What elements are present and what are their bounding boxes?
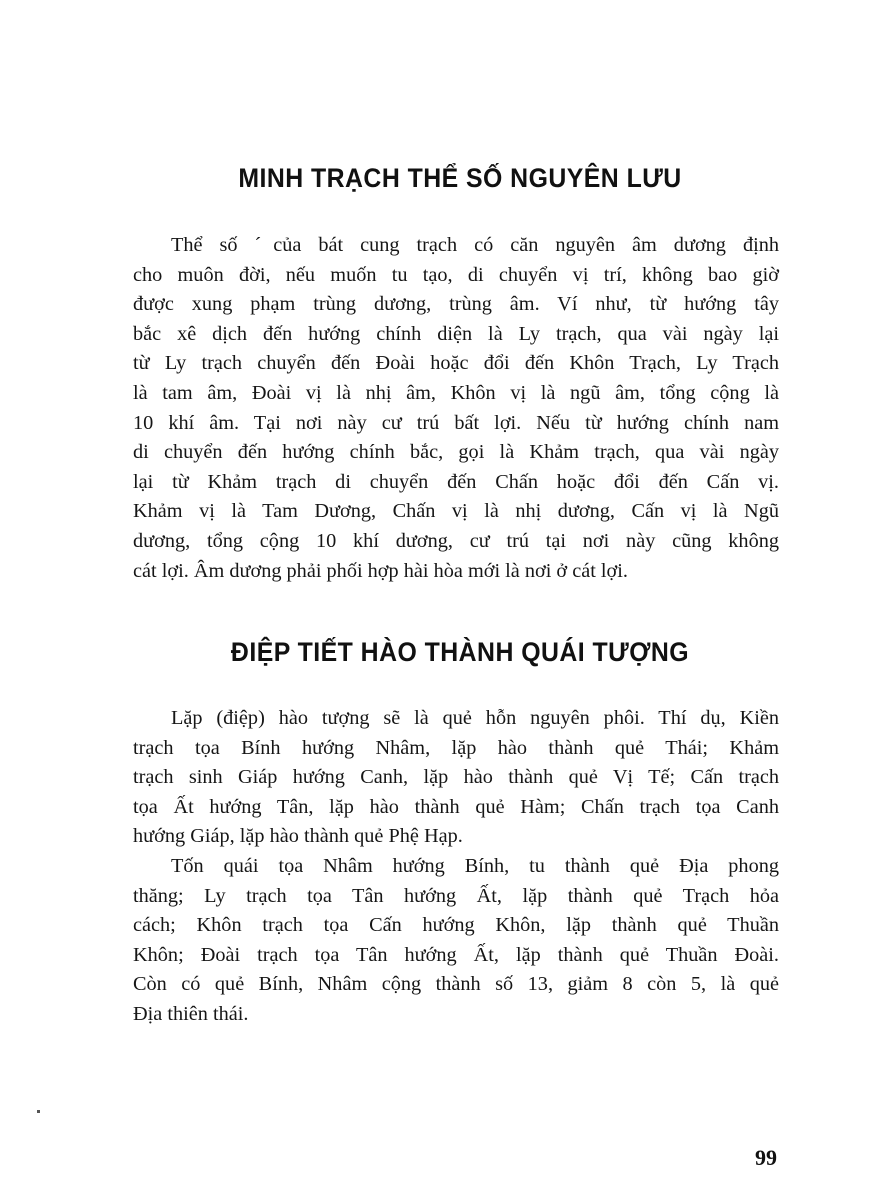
text-line: di chuyển đến hướng chính bắc, gọi là Khảm trạch, qua vài ngày — [133, 441, 779, 464]
text-line: tọa Ất hướng Tân, lặp hào thành quẻ Hàm; Chấn trạch tọa Canh — [133, 795, 779, 818]
text-line: Thể số ˊcủa bát cung trạch có căn nguyên âm dương định — [171, 234, 779, 256]
text-line: là tam âm, Đoài vị là nhị âm, Khôn vị là ngũ âm, tổng cộng là — [133, 381, 779, 404]
text-line: Tốn quái tọa Nhâm hướng Bính, tu thành quẻ Địa phong — [171, 855, 779, 877]
text-line: thăng; Ly trạch tọa Tân hướng Ất, lặp thành quẻ Trạch hỏa — [133, 884, 779, 907]
page-number: 99 — [755, 1145, 777, 1170]
text-line: dương, tổng cộng 10 khí dương, cư trú tại nơi này cũng không — [133, 529, 779, 552]
text-line: cát lợi. Âm dương phải phối hợp hài hòa mới là nơi ở cát lợi. — [133, 559, 628, 582]
text-line: Khôn; Đoài trạch tọa Tân hướng Ất, lặp thành quẻ Thuần Đoài. — [133, 943, 779, 966]
text-line: Còn có quẻ Bính, Nhâm cộng thành số 13, giảm 8 còn 5, là quẻ — [133, 973, 779, 996]
text-line: cho muôn đời, nếu muốn tu tạo, di chuyển vị trí, không bao giờ — [133, 263, 779, 286]
text-line: cách; Khôn trạch tọa Cấn hướng Khôn, lặp thành quẻ Thuần — [133, 914, 779, 937]
text-line: Địa thiên thái. — [133, 1002, 249, 1025]
section-heading-minh-trach: MINH TRẠCH THỂ SỐ NGUYÊN LƯU — [238, 163, 682, 193]
text-line: 10 khí âm. Tại nơi này cư trú bất lợi. Nếu từ hướng chính nam — [133, 411, 779, 434]
text-line: lại từ Khảm trạch di chuyển đến Chấn hoặc đổi đến Cấn vị. — [133, 470, 779, 493]
scan-speck — [37, 1110, 40, 1113]
text-line: Khảm vị là Tam Dương, Chấn vị là nhị dương, Cấn vị là Ngũ — [133, 500, 779, 523]
text-line: từ Ly trạch chuyển đến Đoài hoặc đổi đến Khôn Trạch, Ly Trạch — [133, 352, 779, 375]
text-line: trạch tọa Bính hướng Nhâm, lặp hào thành quẻ Thái; Khảm — [133, 736, 779, 759]
text-line: hướng Giáp, lặp hào thành quẻ Phệ Hạp. — [133, 825, 463, 848]
paragraph — [133, 231, 779, 586]
paragraph — [133, 852, 779, 1030]
text-line: trạch sinh Giáp hướng Canh, lặp hào thành quẻ Vị Tế; Cấn trạch — [133, 766, 779, 789]
text-line: bắc xê dịch đến hướng chính diện là Ly trạch, qua vài ngày lại — [133, 322, 779, 345]
section-heading-diep-tiet: ĐIỆP TIẾT HÀO THÀNH QUÁI TƯỢNG — [230, 637, 690, 667]
text-line: Lặp (điệp) hào tượng sẽ là quẻ hỗn nguyên phôi. Thí dụ, Kiền — [171, 707, 779, 729]
paragraph — [133, 704, 779, 852]
text-line: được xung phạm trùng dương, trùng âm. Ví như, từ hướng tây — [133, 293, 779, 316]
